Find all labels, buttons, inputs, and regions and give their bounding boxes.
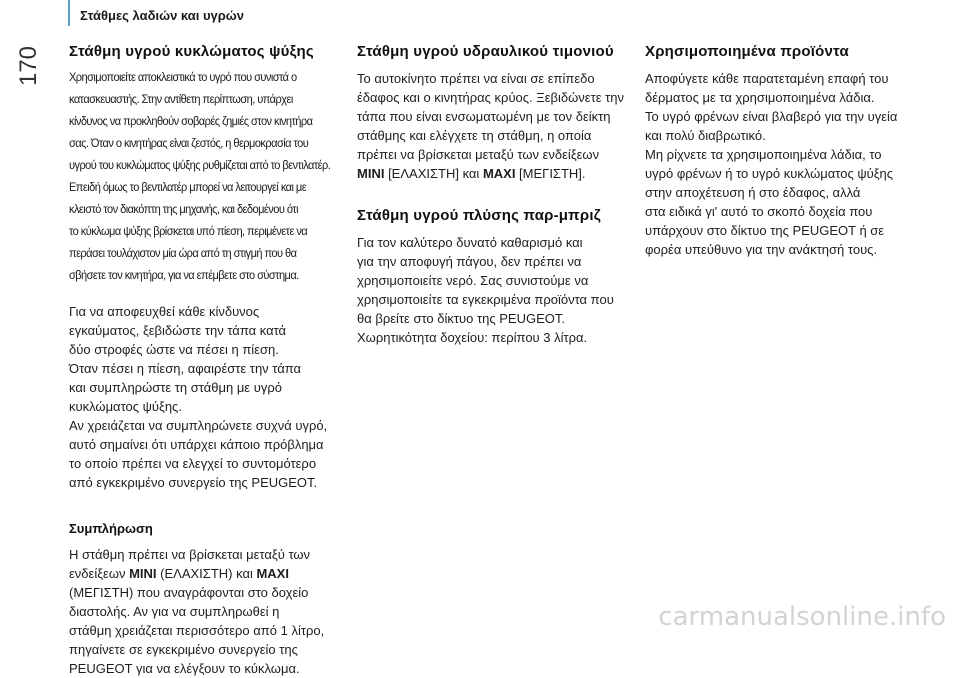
header-accent-line [68,0,70,26]
topup-line: στάθμη χρειάζεται περισσότερο από 1 λίτρο, [69,623,325,638]
topup-line: (ΜΕΓΙΣΤΗ) που αναγράφονται στο δοχείο [69,585,309,600]
coolant-intro [69,66,349,286]
steering-line: στάθμης και ελέγχετε τη στάθμη, η οποία [357,128,592,143]
topup-line: ενδείξεων MINI (ΕΛΑΧΙΣΤΗ) και MAXI [69,566,289,581]
coolant-body-line: εγκαύματος, ξεβιδώστε την τάπα κατά [69,323,287,338]
topup-line: Η στάθμη πρέπει να βρίσκεται μεταξύ των [69,547,311,562]
used-products-line: Μη ρίχνετε τα χρησιμοποιημένα λάδια, το [645,147,882,162]
steering-line: τάπα που είναι ενσωματωμένη με τον δείκτη [357,109,611,124]
used-products-line: υγρό φρένων ή το υγρό κυκλώματος ψύξης [645,166,894,181]
steering-line: πρέπει να βρίσκεται μεταξύ των ενδείξεων [357,147,600,162]
column-steering-washer [357,42,632,347]
mini-mark: MINI [357,166,385,181]
used-products-line: Το υγρό φρένων είναι βλαβερό για την υγεία [645,109,898,124]
coolant-intro-line: υγρού του κυκλώματος ψύξης ρυθμίζεται από το βεντιλατέρ. [69,158,331,172]
column-coolant [69,42,349,678]
coolant-intro-line: το κύκλωμα ψύξης βρίσκεται υπό πίεση, περιμένετε να [69,224,308,238]
washer-line: χρησιμοποιείτε νερό. Σας συνιστούμε να [357,273,589,288]
coolant-intro-line: περάσει τουλάχιστον μία ώρα από τη στιγμή που θα [69,246,297,260]
page-number-text: 170 [15,45,43,87]
coolant-body-line: το οποίο πρέπει να ελεγχεί το συντομότερο [69,456,317,471]
washer-line: Χωρητικότητα δοχείου: περίπου 3 λίτρα. [357,330,588,345]
used-products-title: Χρησιμοποιημένα προϊόντα [645,43,849,60]
section-header: Στάθμες λαδιών και υγρών [80,8,244,23]
coolant-intro-line: κλειστό τον διακόπτη της μηχανής, και δεδομένου ότι [69,202,298,216]
coolant-body-line: αυτό σημαίνει ότι υπάρχει κάποιο πρόβλημα [69,437,324,452]
watermark-text: carmanualsonline.info [658,602,946,632]
steering-line: MINI [ΕΛΑΧΙΣΤΗ] και MAXI [ΜΕΓΙΣΤΗ]. [357,166,586,181]
coolant-intro-line: σβήσετε τον κινητήρα, για να επέμβετε στο σύστημα. [69,268,299,282]
coolant-body-line: Όταν πέσει η πίεση, αφαιρέστε την τάπα [69,361,302,376]
coolant-body-line: κυκλώματος ψύξης. [69,399,182,414]
washer-line: χρησιμοποιείτε τα εγκεκριμένα προϊόντα που [357,292,614,307]
used-products-line: και πολύ διαβρωτικό. [645,128,766,143]
maxi-mark: MAXI [256,566,289,581]
coolant-intro-line: κίνδυνος να προκληθούν σοβαρές ζημιές στον κινητήρα [69,114,313,128]
topup-title: Συμπλήρωση [69,521,153,536]
used-products-line: φορέα υπεύθυνο για την ανάκτησή τους. [645,242,878,257]
washer-line: Για τον καλύτερο δυνατό καθαρισμό και [357,235,583,250]
topup-line: πηγαίνετε σε εγκεκριμένο συνεργείο της [69,642,298,657]
coolant-title: Στάθμη υγρού κυκλώματος ψύξης [69,43,314,60]
used-products-body [645,69,925,259]
coolant-body-line: δύο στροφές ώστε να πέσει η πίεση. [69,342,279,357]
steering-line: Το αυτοκίνητο πρέπει να είναι σε επίπεδο [357,71,595,86]
coolant-body-line: και συμπληρώστε τη στάθμη με υγρό [69,380,282,395]
coolant-body [69,302,349,492]
coolant-intro-line: κατασκευαστής. Στην αντίθετη περίπτωση, υπάρχει [69,92,293,106]
washer-line: για την αποφυγή πάγου, δεν πρέπει να [357,254,582,269]
steering-line: έδαφος και ο κινητήρας κρύος. Ξεβιδώνετε την [357,90,624,105]
used-products-line: στην αποχέτευση ή στο έδαφος, αλλά [645,185,861,200]
used-products-line: υπάρχουν στο δίκτυο της PEUGEOT ή σε [645,223,885,238]
page-number [14,36,44,96]
maxi-mark: MAXI [482,166,516,181]
coolant-intro-line: Χρησιμοποιείτε αποκλειστικά το υγρό που συνιστά ο [69,70,297,84]
steering-body [357,69,632,183]
column-used-products [645,42,925,259]
coolant-body-line: Για να αποφευχθεί κάθε κίνδυνος [69,304,260,319]
coolant-body-line: Αν χρειάζεται να συμπληρώνετε συχνά υγρό, [69,418,328,433]
washer-title: Στάθμη υγρού πλύσης παρ-μπριζ [357,207,601,224]
used-products-line: δέρματος με τα χρησιμοποιημένα λάδια. [645,90,875,105]
used-products-line: στα ειδικά γι' αυτό το σκοπό δοχεία που [645,204,873,219]
topup-line: διαστολής. Αν για να συμπληρωθεί η [69,604,280,619]
topup-line: PEUGEOT για να ελέγξουν το κύκλωμα. [69,661,300,676]
used-products-line: Αποφύγετε κάθε παρατεταμένη επαφή του [645,71,889,86]
coolant-intro-line: σας. Όταν ο κινητήρας είναι ζεστός, η θερμοκρασία του [69,136,309,150]
mini-mark: MINI [129,566,157,581]
washer-line: θα βρείτε στο δίκτυο της PEUGEOT. [357,311,565,326]
coolant-body-line: από εγκεκριμένο συνεργείο της PEUGEOT. [69,475,318,490]
topup-body [69,545,349,678]
steering-title: Στάθμη υγρού υδραυλικού τιμονιού [357,43,614,60]
coolant-intro-line: Επειδή όμως το βεντιλατέρ μπορεί να λειτουργεί και με [69,180,307,194]
washer-body [357,233,632,347]
